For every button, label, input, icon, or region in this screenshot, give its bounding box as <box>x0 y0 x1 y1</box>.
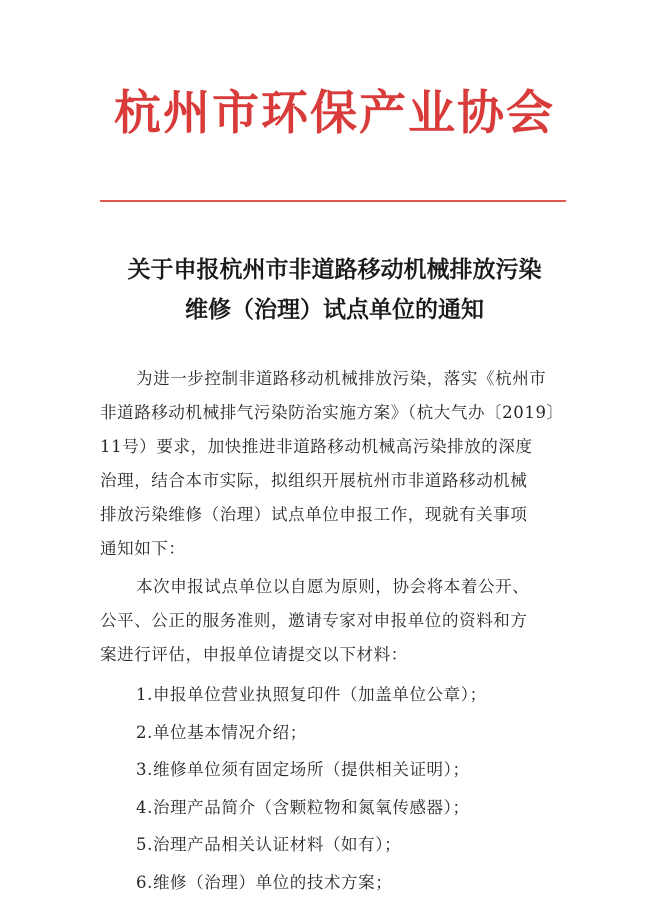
paragraph-1-line: 为进一步控制非道路移动机械排放污染，落实《杭州市 <box>100 362 580 396</box>
paragraph-1-line: 排放污染维修（治理）试点单位申报工作，现就有关事项 <box>100 498 580 532</box>
notice-body <box>100 362 580 901</box>
paragraph-1-line: 11号）要求，加快推进非道路移动机械高污染排放的深度 <box>100 430 580 464</box>
materials-list-item: 6.维修（治理）单位的技术方案； <box>100 864 580 901</box>
materials-list-item: 2.单位基本情况介绍； <box>100 714 580 752</box>
materials-list-item: 5.治理产品相关认证材料（如有）； <box>100 826 580 864</box>
paragraph-2-line: 案进行评估，申报单位请提交以下材料： <box>100 638 580 672</box>
paragraph-2-line: 本次申报试点单位以自愿为原则，协会将本着公开、 <box>100 570 580 604</box>
notice-title-line-2: 维修（治理）试点单位的通知 <box>60 290 609 330</box>
materials-list-item: 1.申报单位营业执照复印件（加盖单位公章）； <box>100 676 580 714</box>
notice-title-line-1: 关于申报杭州市非道路移动机械排放污染 <box>60 250 609 290</box>
paragraph-1-line: 治理，结合本市实际，拟组织开展杭州市非道路移动机械 <box>100 464 580 498</box>
letterhead-red-rule <box>100 200 566 202</box>
notice-title <box>60 250 609 330</box>
paragraph-2-line: 公平、公正的服务准则，邀请专家对申报单位的资料和方 <box>100 604 580 638</box>
materials-list-item: 4.治理产品简介（含颗粒物和氮氧传感器）； <box>100 789 580 827</box>
paragraph-1-line: 非道路移动机械排气污染防治实施方案》（杭大气办〔2019〕 <box>100 396 580 430</box>
paragraph-1-line: 通知如下： <box>100 532 580 566</box>
letterhead-title: 杭州市环保产业协会 <box>0 84 669 144</box>
materials-list-item: 3.维修单位须有固定场所（提供相关证明）； <box>100 751 580 789</box>
